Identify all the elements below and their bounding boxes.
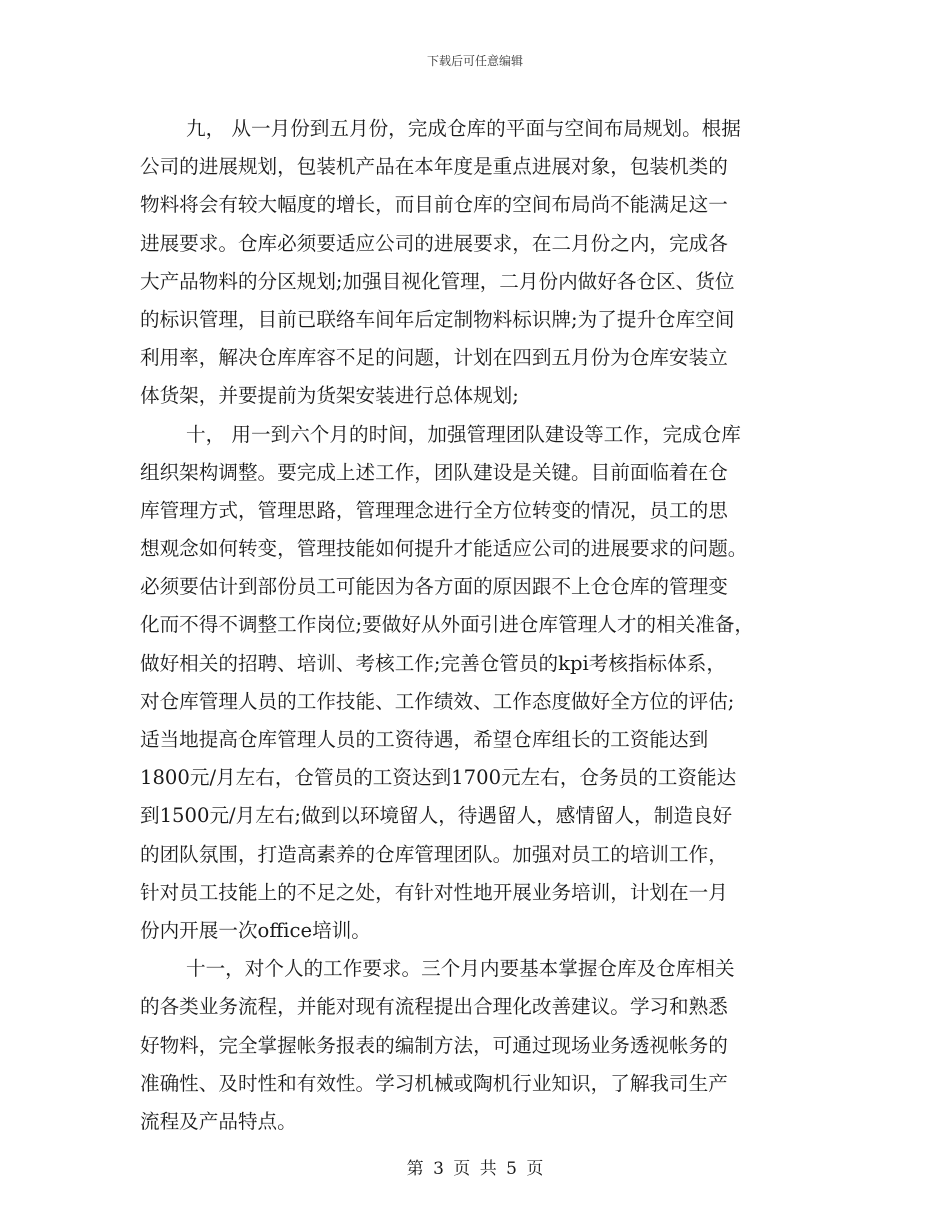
text-line: 九， 从一月份到五月份，完成仓库的平面与空间布局规划。根据	[186, 117, 741, 140]
text-line: 流程及产品特点。	[140, 1109, 297, 1133]
page-header: 下载后可任意编辑	[426, 54, 523, 68]
text-line: 想观念如何转变，管理技能如何提升才能适应公司的进展要求的问题。	[140, 537, 748, 561]
text-line: 做好相关的招聘、培训、考核工作;完善仓管员的kpi考核指标体系，	[140, 651, 726, 675]
text-line: 物料将会有较大幅度的增长，而目前仓库的空间布局尚不能满足这一	[140, 193, 728, 217]
text-line: 1800元/月左右，仓管员的工资达到1700元左右，仓务员的工资能达	[140, 766, 737, 790]
text-line: 必须要估计到部份员工可能因为各方面的原因跟不上仓仓库的管理变	[140, 575, 728, 599]
document-body	[140, 110, 820, 1141]
page-number: 第 3 页 共 5 页	[406, 1159, 544, 1179]
paragraph-nine	[140, 110, 820, 416]
text-line: 十一，对个人的工作要求。三个月内要基本掌握仓库及仓库相关	[186, 957, 735, 981]
text-line: 体货架，并要提前为货架安装进行总体规划;	[140, 384, 519, 408]
text-line: 大产品物料的分区规划;加强目视化管理，二月份内做好各仓区、货位	[140, 269, 735, 293]
text-line: 进展要求。仓库必须要适应公司的进展要求，在二月份之内，完成各	[140, 231, 728, 255]
paragraph-ten	[140, 416, 820, 951]
text-line: 好物料，完全掌握帐务报表的编制方法，可通过现场业务透视帐务的	[140, 1033, 728, 1057]
text-line: 份内开展一次office培训。	[140, 918, 371, 942]
text-line: 公司的进展规划，包装机产品在本年度是重点进展对象，包装机类的	[140, 155, 728, 179]
text-line: 的标识管理，目前已联络车间年后定制物料标识牌;为了提升仓库空间	[140, 307, 735, 331]
text-line: 准确性、及时性和有效性。学习机械或陶机行业知识，了解我司生产	[140, 1071, 728, 1095]
paragraph-eleven	[140, 950, 820, 1141]
text-line: 对仓库管理人员的工作技能、工作绩效、工作态度做好全方位的评估;	[140, 689, 735, 713]
text-line: 针对员工技能上的不足之处，有针对性地开展业务培训，计划在一月	[140, 880, 728, 904]
text-line: 化而不得不调整工作岗位;要做好从外面引进仓库管理人才的相关准备，	[140, 613, 755, 637]
text-line: 到1500元/月左右;做到以环境留人，待遇留人，感情留人，制造良好	[140, 804, 733, 828]
text-line: 利用率，解决仓库库容不足的问题，计划在四到五月份为仓库安装立	[140, 346, 728, 370]
text-line: 库管理方式，管理思路，管理理念进行全方位转变的情况，员工的思	[140, 498, 728, 522]
text-line: 的各类业务流程，并能对现有流程提出合理化改善建议。学习和熟悉	[140, 995, 728, 1019]
text-line: 的团队氛围，打造高素养的仓库管理团队。加强对员工的培训工作，	[140, 842, 728, 866]
text-line: 适当地提高仓库管理人员的工资待遇，希望仓库组长的工资能达到	[140, 728, 709, 751]
text-line: 十， 用一到六个月的时间，加强管理团队建设等工作，完成仓库	[186, 422, 741, 446]
text-line: 组织架构调整。要完成上述工作，团队建设是关键。目前面临着在仓	[140, 460, 728, 484]
